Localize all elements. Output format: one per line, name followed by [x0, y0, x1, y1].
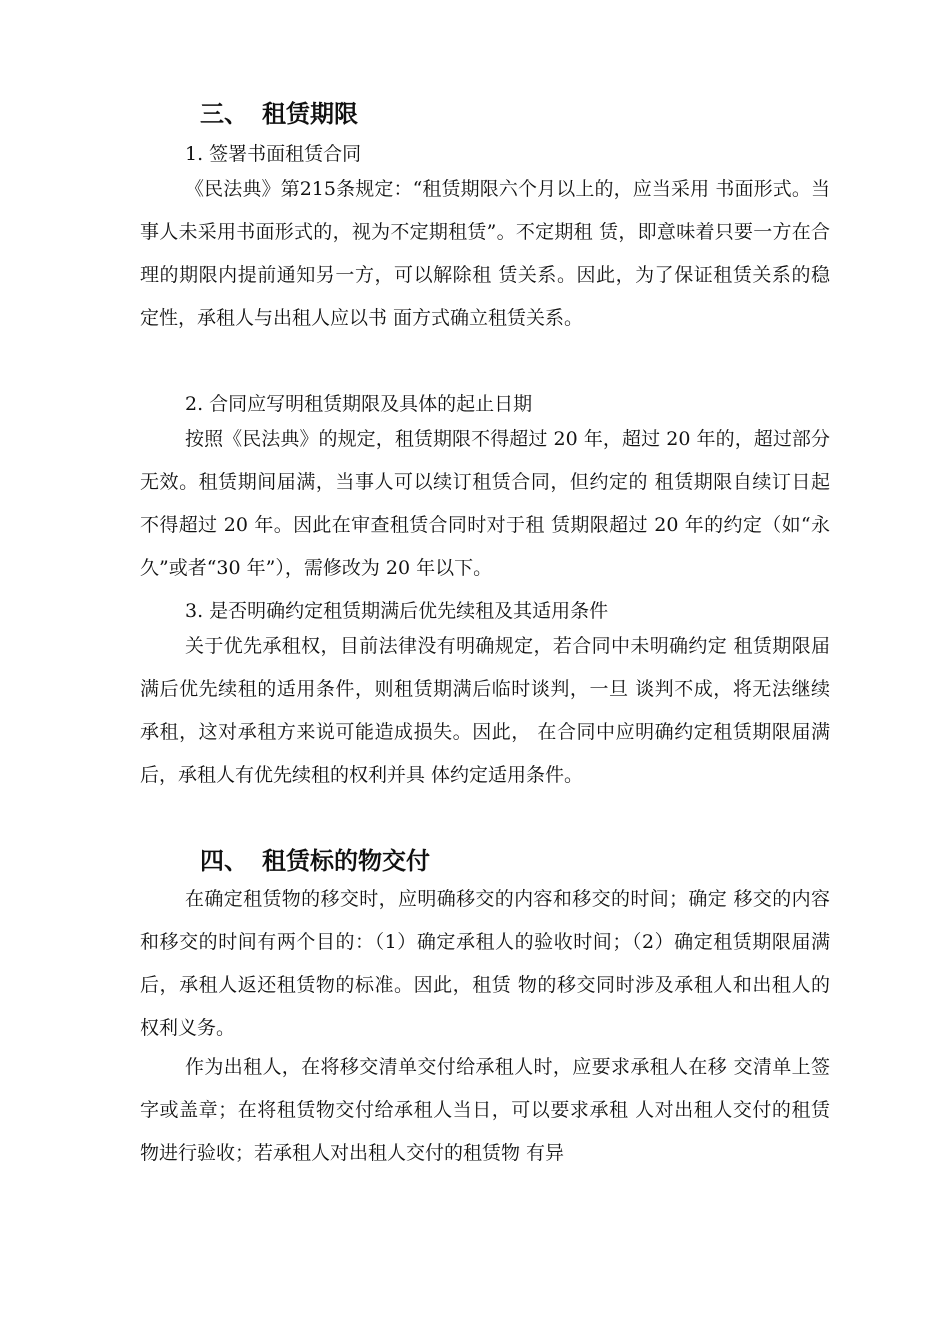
section-3-title: 租赁期限 [262, 100, 358, 128]
item-1-body: 《民法典》第215条规定：“租赁期限六个月以上的，应当采用 书面形式。当事人未采用书面形式的，视为不定期租赁”。不定期租 赁，即意味着只要一方在合理的期限内提前通知另一方，可以解除租 赁关系。因此，为了保证租赁关系的稳定性，承租人与出租人应以书 面方式确立租赁关系。 [140, 178, 830, 329]
section-4-heading [200, 845, 430, 877]
section-4-paragraph-2: 作为出租人，在将移交清单交付给承租人时，应要求承租人在移 交清单上签字或盖章；在将租赁物交付给承租人当日，可以要求承租 人对出租人交付的租赁物进行验收；若承租人对出租人交付的租赁物 有异 [140, 1056, 830, 1164]
section-4-title: 租赁标的物交付 [262, 847, 430, 875]
section-3-heading [200, 98, 358, 130]
section-3-number: 三、 [200, 100, 248, 128]
item-1-title: 1. 签署书面租赁合同 [185, 143, 362, 165]
section-4-paragraph-1: 在确定租赁物的移交时，应明确移交的内容和移交的时间；确定 移交的内容和移交的时间有两个目的：（1）确定承租人的验收时间；（2）确定租赁期限届满后，承租人返还租赁物的标准。因此，租赁 物的移交同时涉及承租人和出租人的权利义务。 [140, 888, 830, 1039]
item-3-title: 3. 是否明确约定租赁期满后优先续租及其适用条件 [185, 600, 609, 622]
section-4-number: 四、 [200, 847, 248, 875]
item-2-body: 按照《民法典》的规定，租赁期限不得超过 20 年，超过 20 年的，超过部分无效。租赁期间届满，当事人可以续订租赁合同，但约定的 租赁期限自续订日起不得超过 20 年。因此在审查租赁合同时对于租 赁期限超过 20 年的约定（如“永久”或者“30 年”），需修改为 20 年以下。 [140, 428, 830, 579]
item-3-body: 关于优先承租权，目前法律没有明确规定，若合同中未明确约定 租赁期限届满后优先续租的适用条件，则租赁期满后临时谈判，一旦 谈判不成，将无法继续承租，这对承租方来说可能造成损失。因此， 在合同中应明确约定租赁期限届满后，承租人有优先续租的权利并具 体约定适用条件。 [140, 635, 830, 786]
item-2-title: 2. 合同应写明租赁期限及具体的起止日期 [185, 393, 533, 415]
